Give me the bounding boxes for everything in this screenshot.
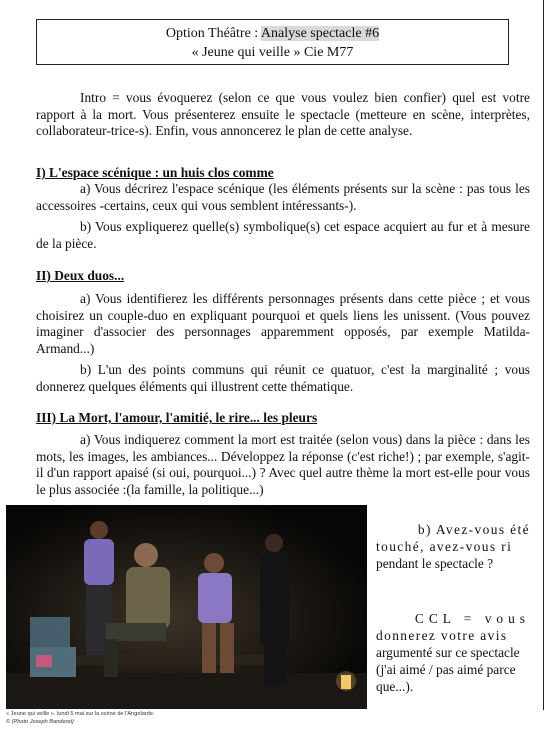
question-b-line: pendant le spectacle ? bbox=[376, 556, 494, 571]
section-2-paragraph-a: a) Vous identifierez les différents personnages présents dans cette pièce ; et vous choisirez un couple-duo en expliquant pourquoi et quels liens les unissent. (Vous pouvez imaginer d'associer des personnages apparemment opposés, par exemple Matilda-Armand...) bbox=[36, 291, 530, 356]
title-line bbox=[37, 24, 508, 43]
stage-photo-illustration bbox=[6, 505, 367, 709]
title-box bbox=[36, 19, 509, 65]
photo-caption-line: « Jeune qui veille », lundi 5 mai sur la scène de l'Angelarde. bbox=[6, 711, 155, 717]
intro-paragraph: Intro = vous évoquerez (selon ce que vous voulez bien confier) quel est votre rapport à la mort. Vous présenterez ensuite le spectacle (metteure en scène, interprètes, collaborateur-trice-s). Enfin, vous annoncerez le plan de cette analyse. bbox=[36, 90, 530, 138]
section-3-paragraph-a: a) Vous indiquerez comment la mort est traitée (selon vous) dans la pièce : dans les mots, les images, les ambiances... Développez la réponse (c'est riche!) ; par exemple, s'agit-il d'un rapport apaisé (si oui, pourquoi...) ? Avec quel autre thème la mort est-elle pour vous le plus associée :(la famille, la politique...) bbox=[36, 432, 530, 497]
conclusion-line: CCL = vous bbox=[414, 611, 530, 626]
conclusion-line: argumenté sur ce spectacle bbox=[376, 645, 520, 660]
stage-photo bbox=[6, 505, 367, 709]
conclusion-line: (j'ai aimé / pas aimé parce bbox=[376, 662, 516, 677]
conclusion bbox=[376, 610, 530, 695]
section-2-paragraph-b: b) L'un des points communs qui réunit ce quatuor, c'est la marginalité ; vous donnerez quelques éléments qui illustrent cette thématique. bbox=[36, 362, 530, 394]
conclusion-line: que...). bbox=[376, 679, 414, 694]
section-1-heading: I) L'espace scénique : un huis clos comme bbox=[36, 165, 274, 180]
photo-credit bbox=[6, 718, 367, 726]
question-b bbox=[376, 521, 530, 572]
question-b-line: b) Avez-vous été bbox=[417, 522, 530, 537]
conclusion-line: donnerez votre avis bbox=[376, 628, 508, 643]
title-prefix: Option Théâtre : bbox=[165, 26, 261, 41]
section-1-paragraph-a: a) Vous décrirez l'espace scénique (les éléments présents sur la scène : pas tous les accessoires -certains, ceux qui vous semblent intéressants-). bbox=[36, 181, 530, 213]
page-margin-rule bbox=[543, 0, 544, 710]
photo-credit-text: © (Photo Joseph Banderet) bbox=[6, 719, 74, 725]
title-highlight: Analyse spectacle #6 bbox=[260, 26, 380, 41]
photo-caption bbox=[6, 710, 367, 726]
section-3-heading: III) La Mort, l'amour, l'amitié, le rire... les pleurs bbox=[36, 410, 318, 425]
question-b-line: touché, avez-vous ri bbox=[376, 539, 513, 554]
title-subtitle: « Jeune qui veille » Cie M77 bbox=[191, 45, 354, 60]
section-1-paragraph-b: b) Vous expliquerez quelle(s) symbolique(s) cet espace acquiert au fur et à mesure de la pièce. bbox=[36, 219, 530, 251]
section-2-heading: II) Deux duos... bbox=[36, 268, 125, 283]
